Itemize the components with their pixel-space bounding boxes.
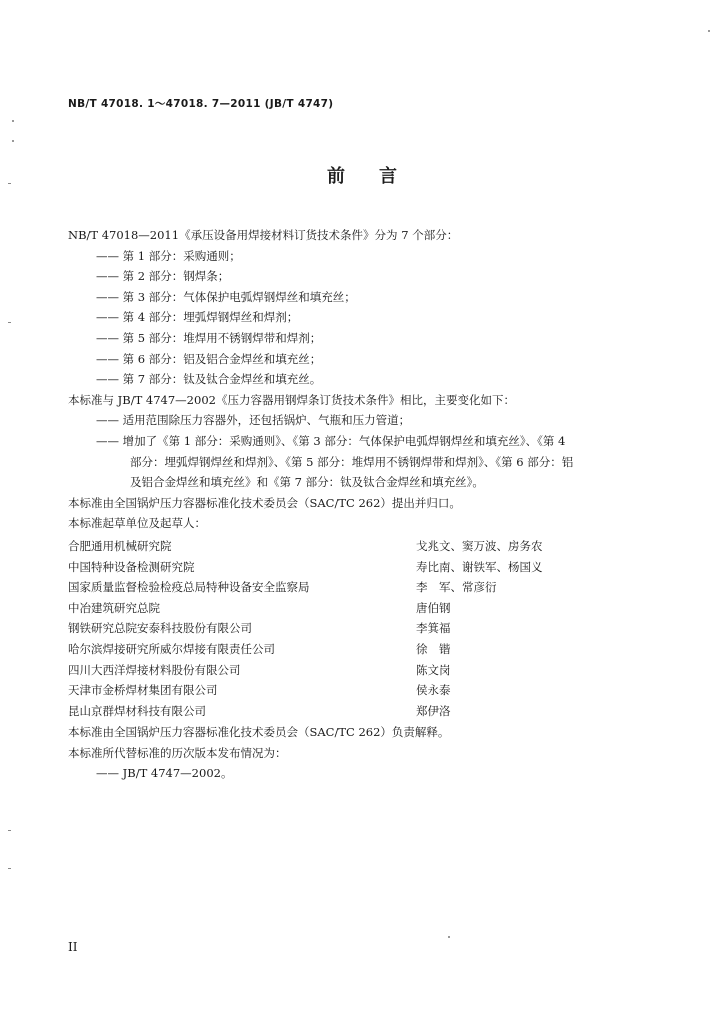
org-name: 国家质量监督检验检疫总局特种设备安全监察局 <box>68 580 310 595</box>
interpretation-line: 本标准由全国锅炉压力容器标准化技术委员会（SAC/TC 262）负责解释。 <box>68 725 450 739</box>
scan-mark <box>8 868 11 869</box>
change-item: —— 增加了《第 1 部分：采购通则》、《第 3 部分：气体保护电弧焊钢焊丝和填充丝》、《第 4 <box>96 433 566 448</box>
page-title: 前言 <box>327 166 431 187</box>
drafting-org-table <box>68 536 628 721</box>
org-name: 天津市金桥焊材集团有限公司 <box>68 683 218 698</box>
org-name: 中国特种设备检测研究院 <box>68 559 195 574</box>
standard-number-header: NB/T 47018. 1～47018. 7—2011 (JB/T 4747) <box>68 98 334 110</box>
scan-dot <box>12 140 14 142</box>
org-row <box>68 680 628 701</box>
org-people: 戈兆文、窦万波、房务农 <box>416 539 543 553</box>
org-name: 合肥通用机械研究院 <box>68 539 172 553</box>
comparison-line: 本标准与 JB/T 4747—2002《压力容器用钢焊条订货技术条件》相比，主要变化如下： <box>68 392 515 407</box>
org-people: 李箕福 <box>416 621 451 636</box>
change-item-continuation: 及铝合金焊丝和填充丝》和《第 7 部分：钛及钛合金焊丝和填充丝》。 <box>130 475 484 490</box>
part-list-item: —— 第 5 部分：堆焊用不锈钢焊带和焊剂； <box>96 330 322 345</box>
scan-mark <box>8 322 11 323</box>
org-row <box>68 660 628 681</box>
part-list-item: —— 第 6 部分：铝及铝合金焊丝和填充丝； <box>96 351 322 366</box>
org-row <box>68 701 628 722</box>
org-name: 哈尔滨焊接研究所威尔焊接有限责任公司 <box>68 641 275 656</box>
org-name: 钢铁研究总院安泰科技股份有限公司 <box>68 621 252 636</box>
org-people: 寿比南、谢铁军、杨国义 <box>416 559 543 574</box>
org-row <box>68 598 628 619</box>
org-people: 李 军、常彦衍 <box>416 580 497 595</box>
org-row <box>68 577 628 598</box>
org-row <box>68 557 628 578</box>
org-row <box>68 536 628 557</box>
org-name: 四川大西洋焊接材料股份有限公司 <box>68 662 241 677</box>
org-people: 郑伊洛 <box>416 703 451 718</box>
part-list-item: —— 第 2 部分：钢焊条； <box>96 269 230 284</box>
tail-section <box>68 722 656 784</box>
intro-line: NB/T 47018—2011《承压设备用焊接材料订货技术条件》分为 7 个部分： <box>68 228 459 242</box>
page-number: II <box>68 940 78 954</box>
change-item: —— 适用范围除压力容器外，还包括锅炉、气瓶和压力管道； <box>96 413 411 428</box>
scan-dot <box>708 30 710 32</box>
part-list-item: —— 第 1 部分：采购通则； <box>96 248 241 263</box>
history-item: —— JB/T 4747—2002。 <box>96 766 233 781</box>
org-people: 徐 锴 <box>416 641 451 656</box>
scan-dot <box>448 936 450 938</box>
scan-mark <box>8 830 11 831</box>
history-heading: 本标准所代替标准的历次版本发布情况为： <box>68 745 287 760</box>
org-people: 唐伯钢 <box>416 600 451 615</box>
org-people: 陈文岗 <box>416 662 451 677</box>
org-name: 昆山京群焊材科技有限公司 <box>68 703 206 718</box>
proposal-line: 本标准由全国锅炉压力容器标准化技术委员会（SAC/TC 262）提出并归口。 <box>68 495 461 510</box>
part-list-item: —— 第 7 部分：钛及钛合金焊丝和填充丝。 <box>96 372 322 387</box>
part-list-item: —— 第 3 部分：气体保护电弧焊钢焊丝和填充丝； <box>96 289 356 304</box>
part-list-item: —— 第 4 部分：埋弧焊钢焊丝和焊剂； <box>96 310 299 325</box>
scan-mark <box>8 183 11 184</box>
scan-dot <box>12 120 14 122</box>
intro-section <box>68 225 656 534</box>
change-item-continuation: 部分：埋弧焊钢焊丝和焊剂》、《第 5 部分：堆焊用不锈钢焊带和焊剂》、《第 6 部分：铝 <box>130 454 574 469</box>
org-row <box>68 618 628 639</box>
drafters-heading: 本标准起草单位及起草人： <box>68 516 206 531</box>
org-name: 中冶建筑研究总院 <box>68 600 160 615</box>
org-row <box>68 639 628 660</box>
org-people: 侯永泰 <box>416 683 451 698</box>
